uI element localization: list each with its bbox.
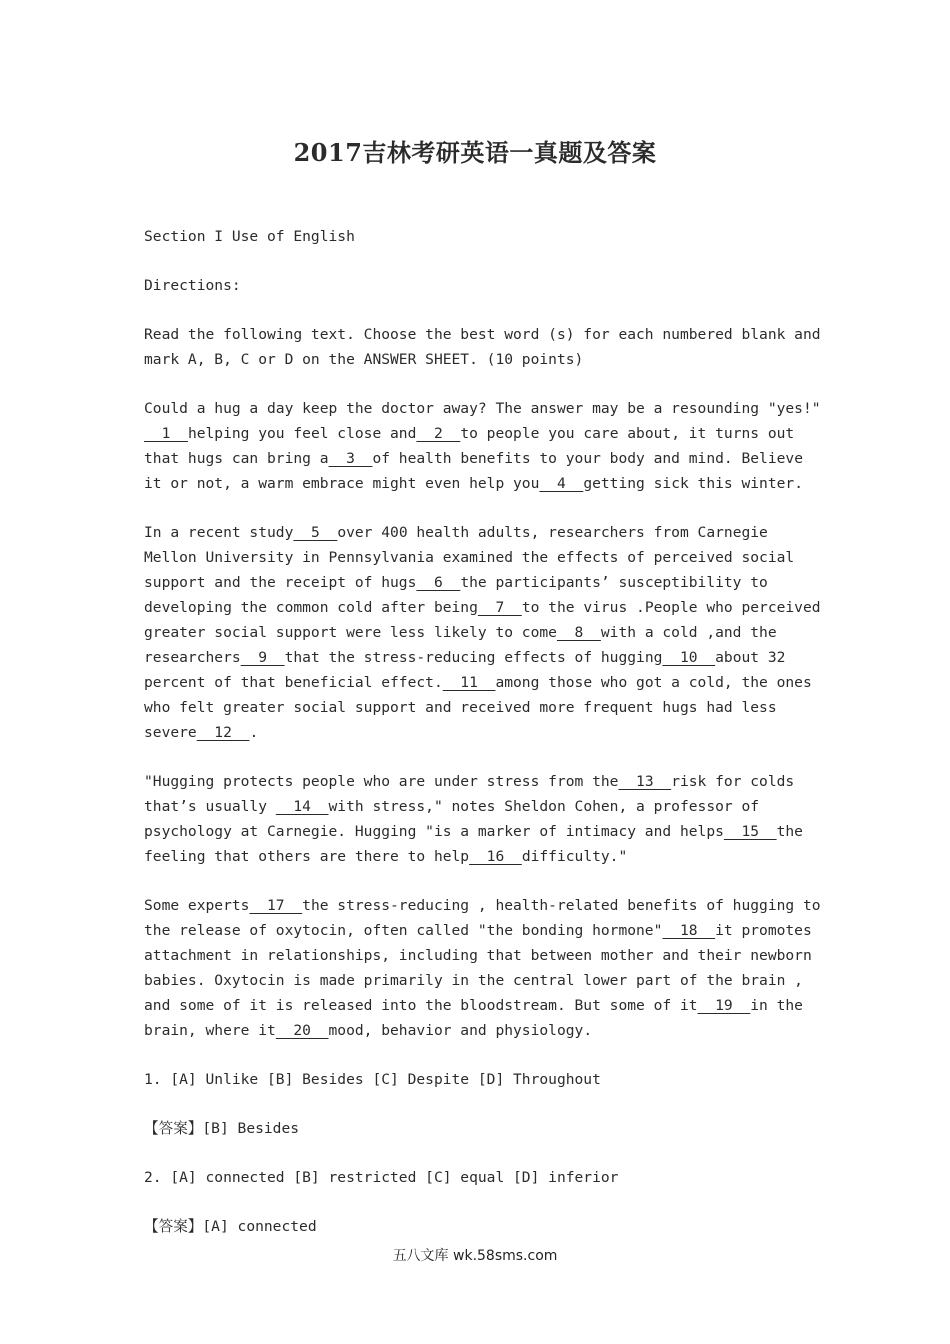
text-run: with stress," notes Sheldon Cohen, a professor of psychology at Carnegie. Hugging "is a marker of intimacy and helps — [144, 798, 760, 840]
blank-11: 11 — [442, 674, 496, 691]
directions-label: Directions: — [144, 277, 241, 294]
passage-paragraph-1 — [144, 396, 824, 496]
blank-13: 13 — [618, 773, 672, 790]
footer-watermark: 五八文库 wk.58sms.com — [392, 1248, 558, 1264]
text-run: Could a hug a day keep the doctor away? The answer may be a resounding "yes!" — [144, 400, 821, 417]
text-run: mood, behavior and physiology. — [328, 1022, 593, 1039]
text-run: "Hugging protects people who are under stress from the — [144, 773, 619, 790]
directions-text: Read the following text. Choose the best word (s) for each numbered blank and mark A, B, C or D on the ANSWER SHEET. (10 points) — [144, 326, 821, 368]
text-run: helping you feel close and — [187, 425, 417, 442]
blank-17: 17 — [249, 897, 303, 914]
passage-paragraph-3 — [144, 769, 824, 869]
text-run: the participants’ susceptibility to developing the common cold after being — [144, 574, 768, 616]
blank-9: 9 — [240, 649, 285, 666]
question-1: 1. [A] Unlike [B] Besides [C] Despite [D] Throughout — [144, 1071, 601, 1088]
blank-5: 5 — [293, 524, 338, 541]
section-heading: Section I Use of English — [144, 228, 355, 245]
answer-1 — [144, 1116, 824, 1141]
text-run: risk for colds that’s usually — [144, 773, 795, 815]
blank-18: 18 — [662, 922, 716, 939]
blank-12: 12 — [196, 724, 250, 741]
text-run: the stress-reducing , health-related benefits of hugging to the release of oxytocin, often called "the bonding hormone" — [144, 897, 821, 939]
text-run: difficulty." — [521, 848, 628, 865]
answer-label: 【答案】 — [144, 1218, 203, 1235]
question-2: 2. [A] connected [B] restricted [C] equal [D] inferior — [144, 1169, 619, 1186]
text-run: over 400 health adults, researchers from Carnegie Mellon University in Pennsylvania examined the effects of perceived social support and the receipt of hugs — [144, 524, 795, 591]
text-run: to the virus .People who perceived greater social support were less likely to come — [144, 599, 821, 641]
blank-1: 1 — [144, 425, 188, 442]
blank-8: 8 — [556, 624, 601, 641]
text-run: Some experts — [144, 897, 250, 914]
blank-15: 15 — [723, 823, 777, 840]
blank-2: 2 — [416, 425, 461, 442]
text-run: among those who got a cold, the ones who felt greater social support and received more frequent hugs had less severe — [144, 674, 812, 741]
text-run: in the brain, where it — [144, 997, 803, 1039]
blank-20: 20 — [275, 1022, 329, 1039]
text-run: the feeling that others are there to help — [144, 823, 803, 865]
text-run: with a cold ,and the researchers — [144, 624, 777, 666]
text-run: to people you care about, it turns out that hugs can bring a — [144, 425, 795, 467]
answer-value: [A] connected — [202, 1218, 317, 1235]
text-run: of health benefits to your body and mind. Believe it or not, a warm embrace might even help you — [144, 450, 803, 492]
blank-16: 16 — [469, 848, 522, 865]
blank-7: 7 — [477, 599, 522, 616]
blank-4: 4 — [539, 475, 584, 492]
text-run: . — [249, 724, 259, 741]
document-body — [144, 224, 824, 1263]
text-run: it promotes attachment in relationships, including that between mother and their newborn babies. Oxytocin is made primarily in the central lower part of the brain , and some of it is released into the bloodstream. But some of it — [144, 922, 812, 1014]
blank-3: 3 — [328, 450, 373, 467]
answer-value: [B] Besides — [202, 1120, 300, 1137]
text-run: In a recent study — [144, 524, 294, 541]
passage-paragraph-2 — [144, 520, 824, 745]
text-run: about 32 percent of that beneficial effect. — [144, 649, 786, 691]
answer-label: 【答案】 — [144, 1120, 203, 1137]
blank-6: 6 — [416, 574, 461, 591]
blank-19: 19 — [697, 997, 751, 1014]
answer-2 — [144, 1214, 824, 1239]
text-run: that the stress-reducing effects of hugging — [284, 649, 663, 666]
blank-10: 10 — [662, 649, 716, 666]
blank-14: 14 — [275, 798, 329, 815]
text-run: getting sick this winter. — [583, 475, 803, 492]
page-title: 2017吉林考研英语一真题及答案 — [293, 138, 657, 167]
passage-paragraph-4 — [144, 893, 824, 1043]
